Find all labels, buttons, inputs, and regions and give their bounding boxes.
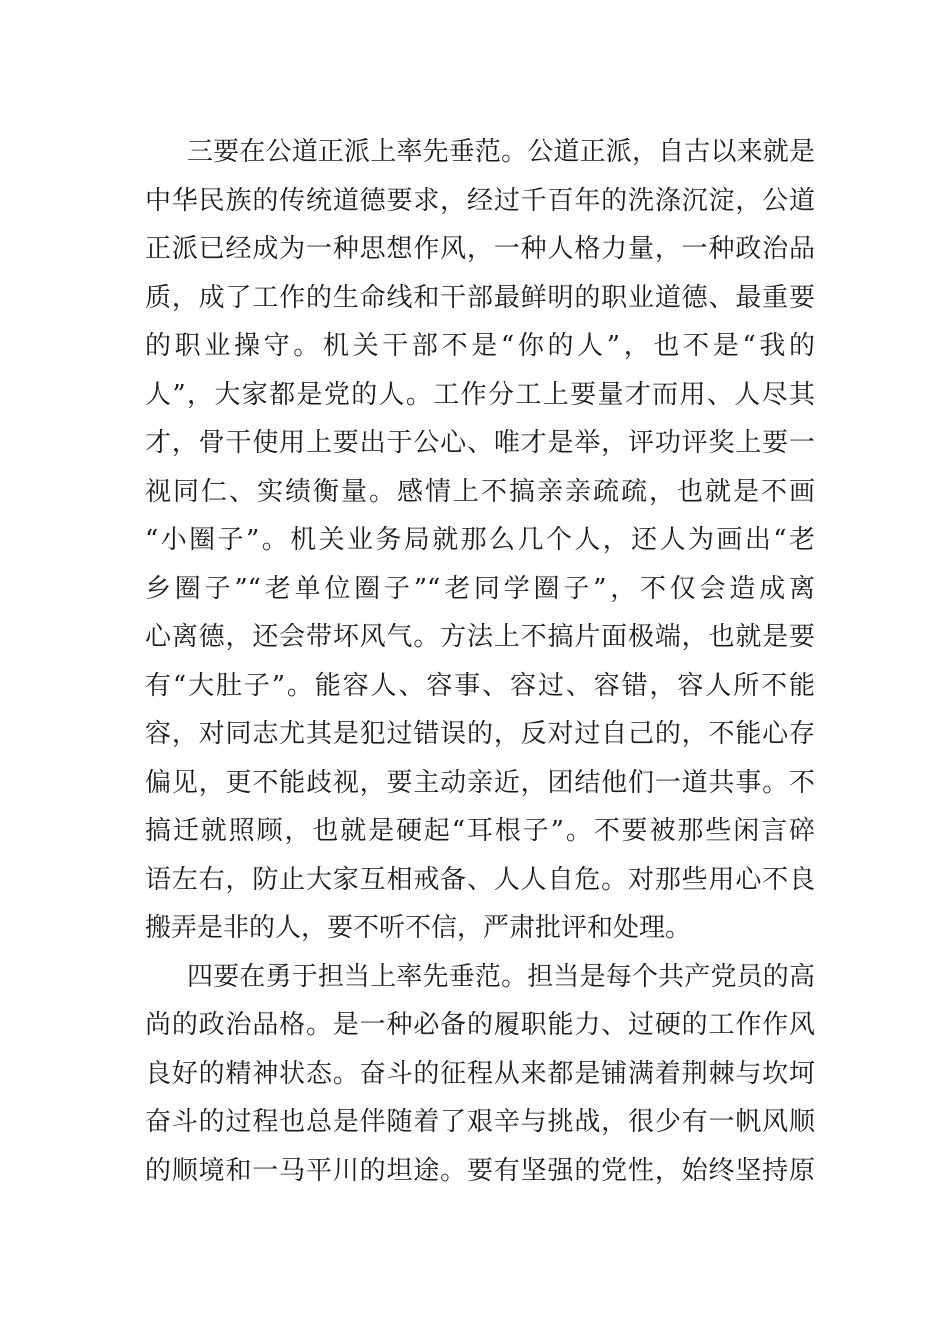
paragraph-3-line-1: 三要在公道正派上率先垂范。公道正派，自古以来就是 — [187, 137, 815, 167]
paragraph-4-line-4: 奋斗的过程也总是伴随着了艰辛与挑战，很少有一帆风顺 — [145, 1107, 815, 1137]
paragraph-3-line-7: 才，骨干使用上要出于公心、唯才是举，评功评奖上要一 — [145, 428, 815, 458]
paragraph-3-line-12: 有“大肚子”。能容人、容事、容过、容错，容人所不能 — [145, 670, 815, 701]
paragraph-3-line-11: 心离德，还会带坏风气。方法上不搞片面极端，也就是要 — [145, 622, 815, 652]
paragraph-3-line-3: 正派已经成为一种思想作风，一种人格力量，一种政治品 — [145, 234, 815, 264]
paragraph-3-line-10: 乡圈子”“老单位圈子”“老同学圈子”，不仅会造成离 — [145, 573, 815, 604]
paragraph-3-line-17: 搬弄是非的人，要不听不信，严肃批评和处理。 — [145, 913, 692, 943]
paragraph-4-line-5: 的顺境和一马平川的坦途。要有坚强的党性，始终坚持原 — [145, 1155, 815, 1186]
paragraph-4-line-2: 尚的政治品格。是一种必备的履职能力、过硬的工作作风 — [145, 1010, 815, 1040]
paragraph-3-line-13: 容，对同志尤其是犯过错误的，反对过自己的，不能心存 — [145, 719, 815, 749]
paragraph-3-line-14: 偏见，更不能歧视，要主动亲近，团结他们一道共事。不 — [145, 767, 815, 798]
paragraph-4-line-1: 四要在勇于担当上率先垂范。担当是每个共产党员的高 — [187, 961, 815, 992]
document-body — [145, 128, 815, 1195]
paragraph-3-line-5: 的职业操守。机关干部不是“你的人”，也不是“我的 — [145, 331, 815, 361]
paragraph-3-line-9: “小圈子”。机关业务局就那么几个人，还人为画出“老 — [145, 525, 815, 555]
paragraph-3-line-4: 质，成了工作的生命线和干部最鲜明的职业道德、最重要 — [145, 282, 815, 313]
paragraph-3-line-6: 人”，大家都是党的人。工作分工上要量才而用、人尽其 — [145, 379, 815, 410]
paragraph-3-line-16: 语左右，防止大家互相戒备、人人自危。对那些用心不良 — [145, 864, 815, 895]
paragraph-3-line-15: 搞迁就照顾，也就是硬起“耳根子”。不要被那些闲言碎 — [145, 816, 815, 846]
paragraph-3-line-2: 中华民族的传统道德要求，经过千百年的洗涤沉淀，公道 — [145, 185, 815, 216]
paragraph-3-line-8: 视同仁、实绩衡量。感情上不搞亲亲疏疏，也就是不画 — [145, 476, 815, 507]
paragraph-4-line-3: 良好的精神状态。奋斗的征程从来都是铺满着荆棘与坎坷 — [145, 1058, 815, 1089]
